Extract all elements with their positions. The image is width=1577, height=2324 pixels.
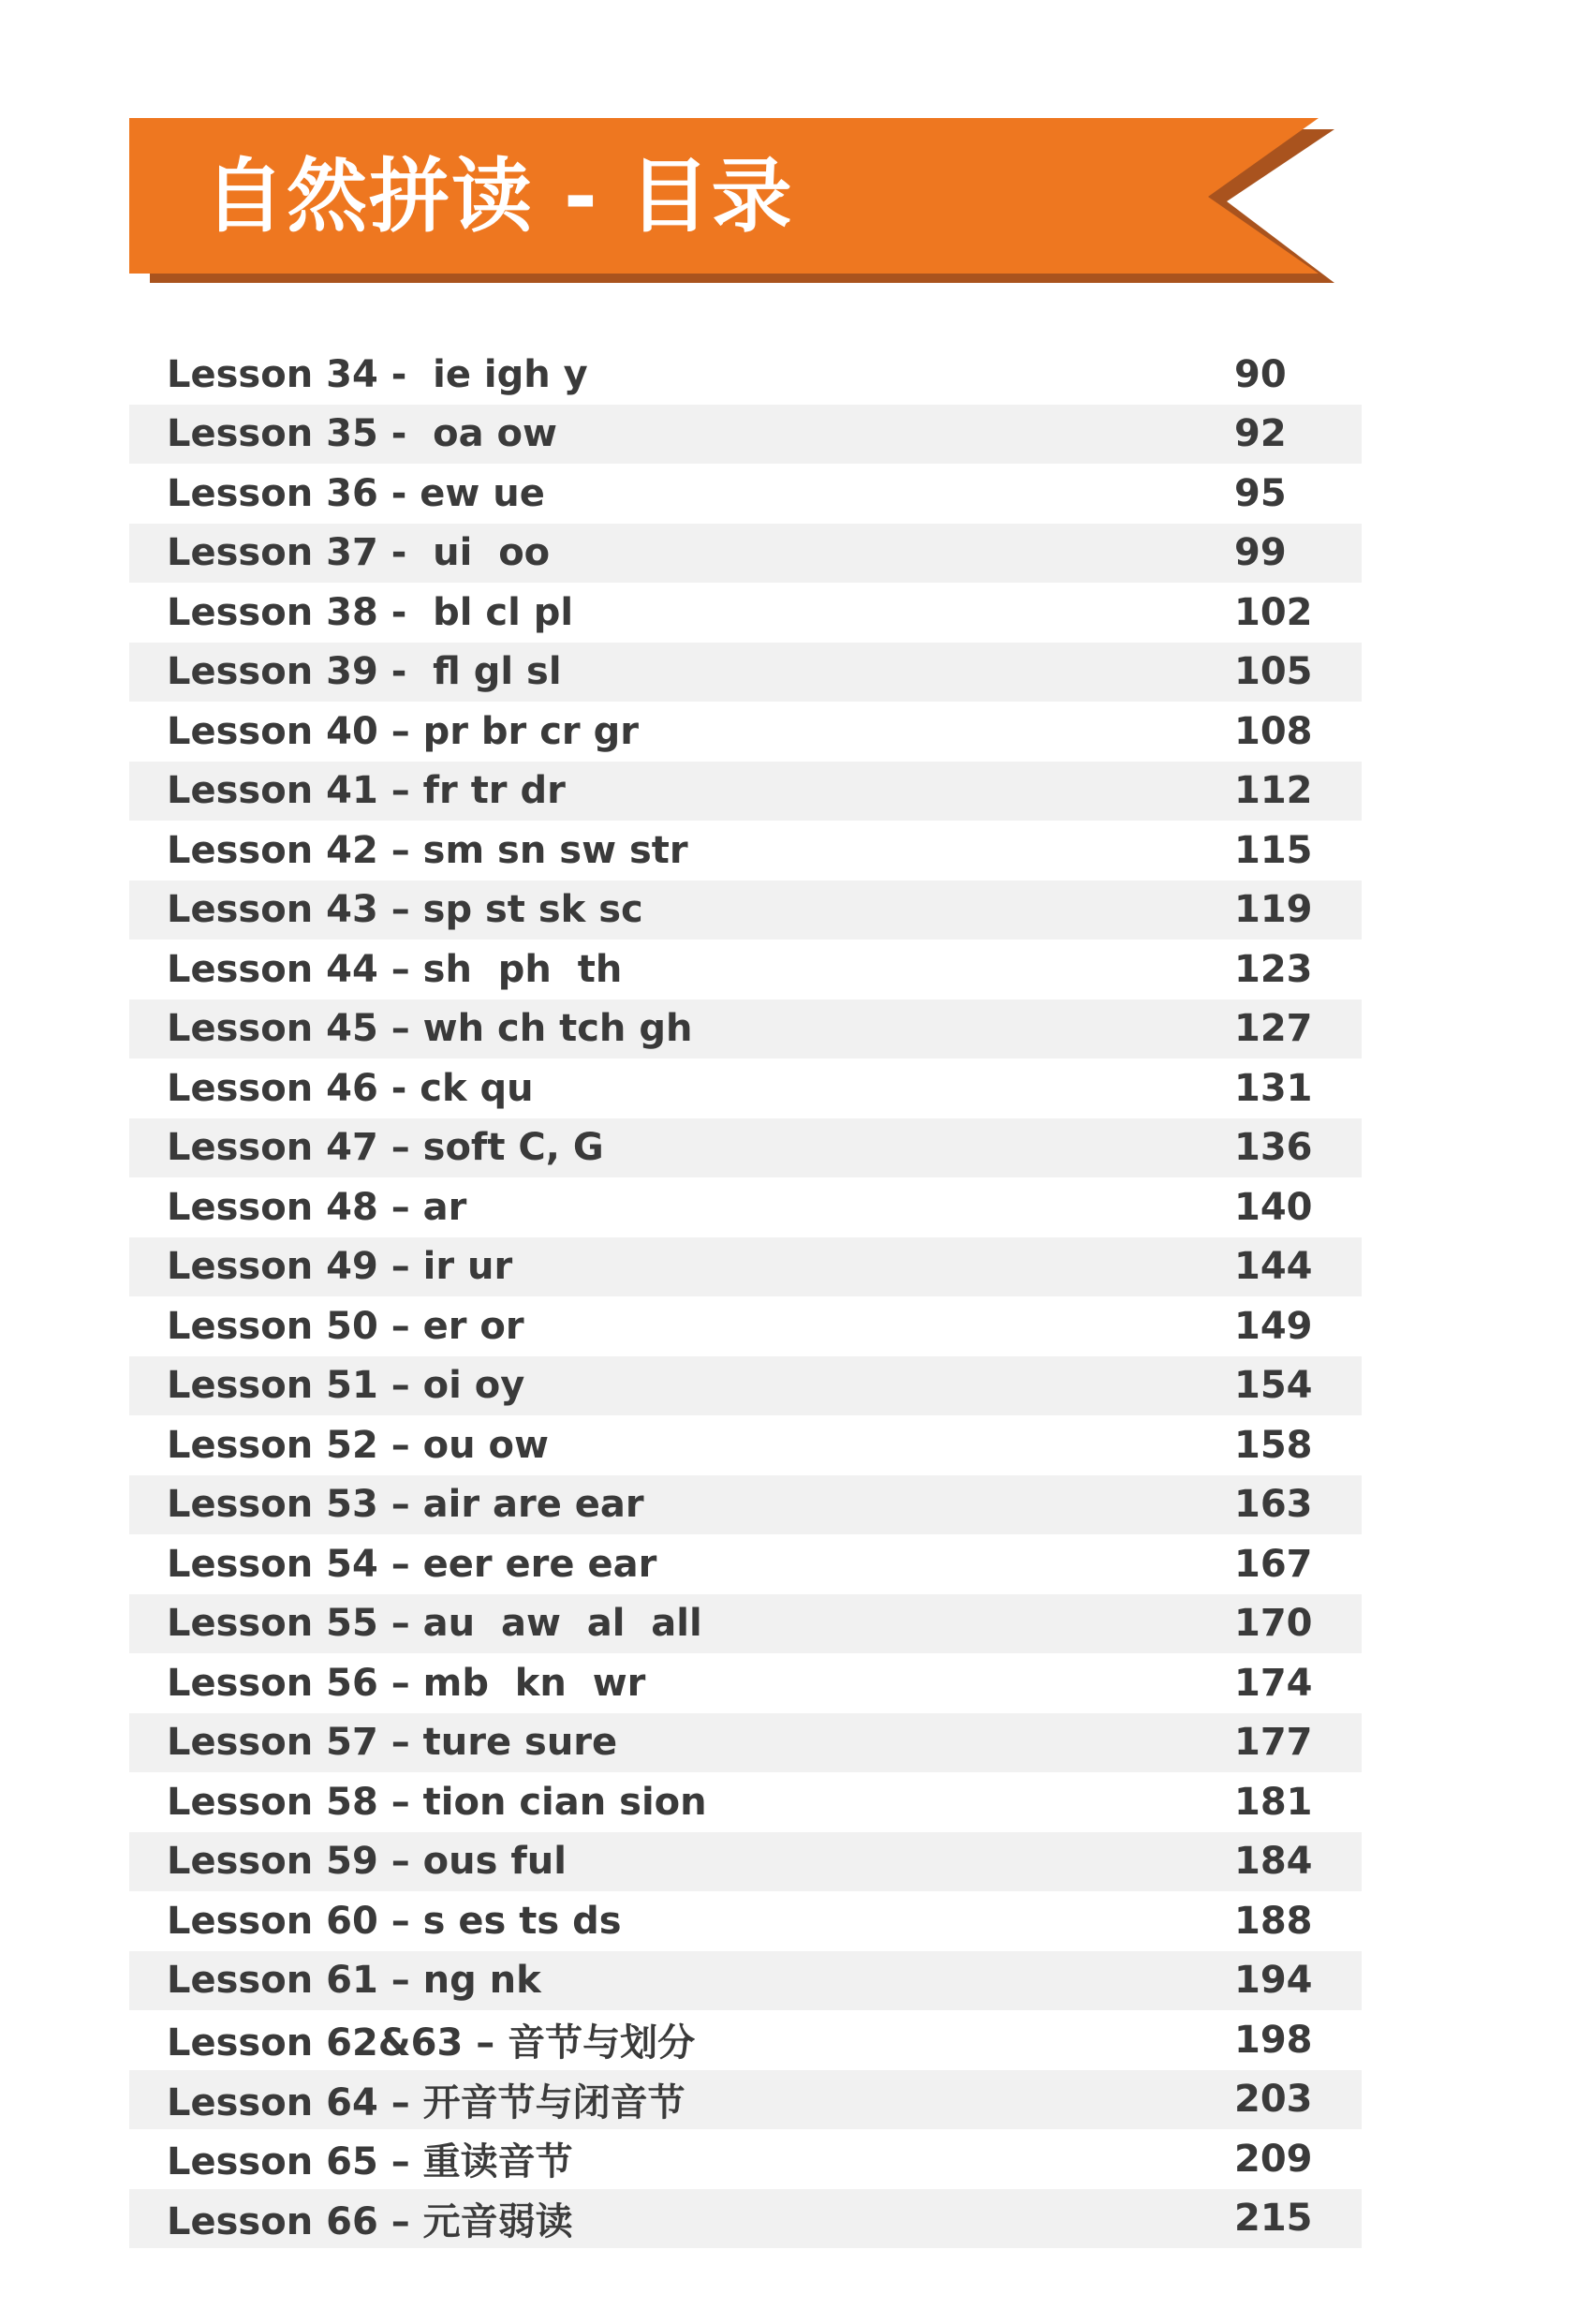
- toc-entry-title: Lesson 58 – tion cian sion: [167, 1780, 707, 1824]
- toc-row: [129, 405, 1362, 465]
- toc-entry-page: 198: [1234, 2018, 1313, 2062]
- toc-row: [129, 1891, 1362, 1951]
- toc-row: [129, 583, 1362, 643]
- toc-entry-page: 102: [1234, 590, 1313, 634]
- toc-entry-page: 209: [1234, 2137, 1313, 2181]
- toc-row: [129, 1475, 1362, 1535]
- toc-row: [129, 1772, 1362, 1832]
- toc-row: [129, 2010, 1362, 2070]
- toc-entry-title: Lesson 66 – 元音弱读: [167, 2199, 573, 2243]
- toc-row: [129, 1832, 1362, 1892]
- toc-row: [129, 1296, 1362, 1356]
- toc-entry-page: 149: [1234, 1304, 1313, 1348]
- toc-entry-title: Lesson 57 – ture sure: [167, 1721, 618, 1765]
- toc-row: [129, 1415, 1362, 1475]
- toc-entry-title: Lesson 56 – mb kn wr: [167, 1661, 646, 1705]
- toc-entry-title: Lesson 47 – soft C, G: [167, 1126, 604, 1170]
- toc-entry-title: Lesson 49 – ir ur: [167, 1245, 513, 1289]
- toc-entry-page: 92: [1234, 412, 1287, 456]
- toc-row: [129, 2129, 1362, 2189]
- toc-row: [129, 643, 1362, 703]
- toc-row: [129, 762, 1362, 822]
- toc-row: [129, 2189, 1362, 2249]
- page-title: 自然拼读 - 目录: [204, 150, 794, 244]
- toc-entry-title: Lesson 44 – sh ph th: [167, 947, 623, 991]
- toc-entry-title: Lesson 60 – s es ts ds: [167, 1899, 622, 1943]
- toc-entry-page: 123: [1234, 947, 1313, 991]
- toc-entry-page: 90: [1234, 352, 1287, 396]
- title-banner: [0, 0, 1577, 300]
- toc-entry-page: 108: [1234, 709, 1313, 753]
- toc-entry-page: 99: [1234, 531, 1287, 575]
- toc-entry-page: 188: [1234, 1899, 1313, 1943]
- toc-row: [129, 1653, 1362, 1713]
- toc-row: [129, 821, 1362, 881]
- toc-entry-page: 167: [1234, 1542, 1313, 1586]
- toc-entry-title: Lesson 36 - ew ue: [167, 471, 545, 515]
- toc-entry-title: Lesson 50 – er or: [167, 1304, 524, 1348]
- toc-entry-page: 158: [1234, 1423, 1313, 1467]
- toc-entry-page: 115: [1234, 828, 1313, 872]
- toc-row: [129, 1951, 1362, 2011]
- toc-entry-page: 95: [1234, 471, 1287, 515]
- toc-entry-title: Lesson 37 - ui oo: [167, 531, 551, 575]
- toc-entry-page: 112: [1234, 769, 1313, 813]
- toc-entry-title: Lesson 35 - oa ow: [167, 412, 557, 456]
- toc-entry-title: Lesson 62&63 – 音节与划分: [167, 2021, 696, 2065]
- toc-entry-title: Lesson 40 – pr br cr gr: [167, 709, 639, 753]
- toc-entry-title: Lesson 45 – wh ch tch gh: [167, 1007, 693, 1051]
- toc-row: [129, 345, 1362, 405]
- toc-entry-title: Lesson 65 – 重读音节: [167, 2140, 573, 2184]
- toc-row: [129, 999, 1362, 1059]
- toc-entry-title: Lesson 51 – oi oy: [167, 1364, 525, 1408]
- toc-entry-page: 154: [1234, 1364, 1313, 1408]
- toc-entry-title: Lesson 34 - ie igh y: [167, 352, 588, 396]
- toc-entry-page: 140: [1234, 1185, 1313, 1229]
- toc-entry-title: Lesson 53 – air are ear: [167, 1483, 644, 1527]
- toc-entry-page: 170: [1234, 1602, 1313, 1646]
- toc-entry-page: 119: [1234, 888, 1313, 932]
- toc-entry-page: 184: [1234, 1840, 1313, 1884]
- toc-row: [129, 1058, 1362, 1118]
- toc-entry-title: Lesson 48 – ar: [167, 1185, 467, 1229]
- toc-row: [129, 1356, 1362, 1416]
- toc-entry-title: Lesson 52 – ou ow: [167, 1423, 549, 1467]
- toc-entry-title: Lesson 43 – sp st sk sc: [167, 888, 643, 932]
- toc-entry-page: 131: [1234, 1066, 1313, 1110]
- toc-entry-page: 105: [1234, 650, 1313, 694]
- toc-entry-page: 136: [1234, 1126, 1313, 1170]
- toc-entry-title: Lesson 59 – ous ful: [167, 1840, 567, 1884]
- toc-row: [129, 1237, 1362, 1297]
- toc-entry-title: Lesson 46 - ck qu: [167, 1066, 534, 1110]
- toc-entry-page: 127: [1234, 1007, 1313, 1051]
- toc-row: [129, 1534, 1362, 1594]
- toc-row: [129, 1177, 1362, 1237]
- toc-row: [129, 1713, 1362, 1773]
- toc-row: [129, 2070, 1362, 2130]
- toc-entry-page: 203: [1234, 2078, 1313, 2122]
- toc-row: [129, 1118, 1362, 1178]
- toc-entry-title: Lesson 55 – au aw al all: [167, 1602, 702, 1646]
- toc-entry-page: 174: [1234, 1661, 1313, 1705]
- toc-row: [129, 702, 1362, 762]
- toc-row: [129, 1594, 1362, 1654]
- toc-entry-page: 177: [1234, 1721, 1313, 1765]
- table-of-contents: [129, 345, 1362, 2248]
- toc-row: [129, 940, 1362, 999]
- toc-row: [129, 464, 1362, 524]
- toc-entry-title: Lesson 38 - bl cl pl: [167, 590, 574, 634]
- toc-entry-page: 215: [1234, 2197, 1313, 2241]
- toc-entry-page: 181: [1234, 1780, 1313, 1824]
- toc-entry-title: Lesson 39 - fl gl sl: [167, 650, 562, 694]
- toc-entry-title: Lesson 61 – ng nk: [167, 1959, 541, 2003]
- toc-entry-title: Lesson 64 – 开音节与闭音节: [167, 2080, 685, 2124]
- toc-entry-title: Lesson 42 – sm sn sw str: [167, 828, 688, 872]
- toc-entry-title: Lesson 54 – eer ere ear: [167, 1542, 657, 1586]
- toc-entry-page: 144: [1234, 1245, 1313, 1289]
- toc-row: [129, 881, 1362, 940]
- toc-entry-page: 163: [1234, 1483, 1313, 1527]
- toc-entry-title: Lesson 41 – fr tr dr: [167, 769, 566, 813]
- toc-entry-page: 194: [1234, 1959, 1313, 2003]
- toc-row: [129, 524, 1362, 584]
